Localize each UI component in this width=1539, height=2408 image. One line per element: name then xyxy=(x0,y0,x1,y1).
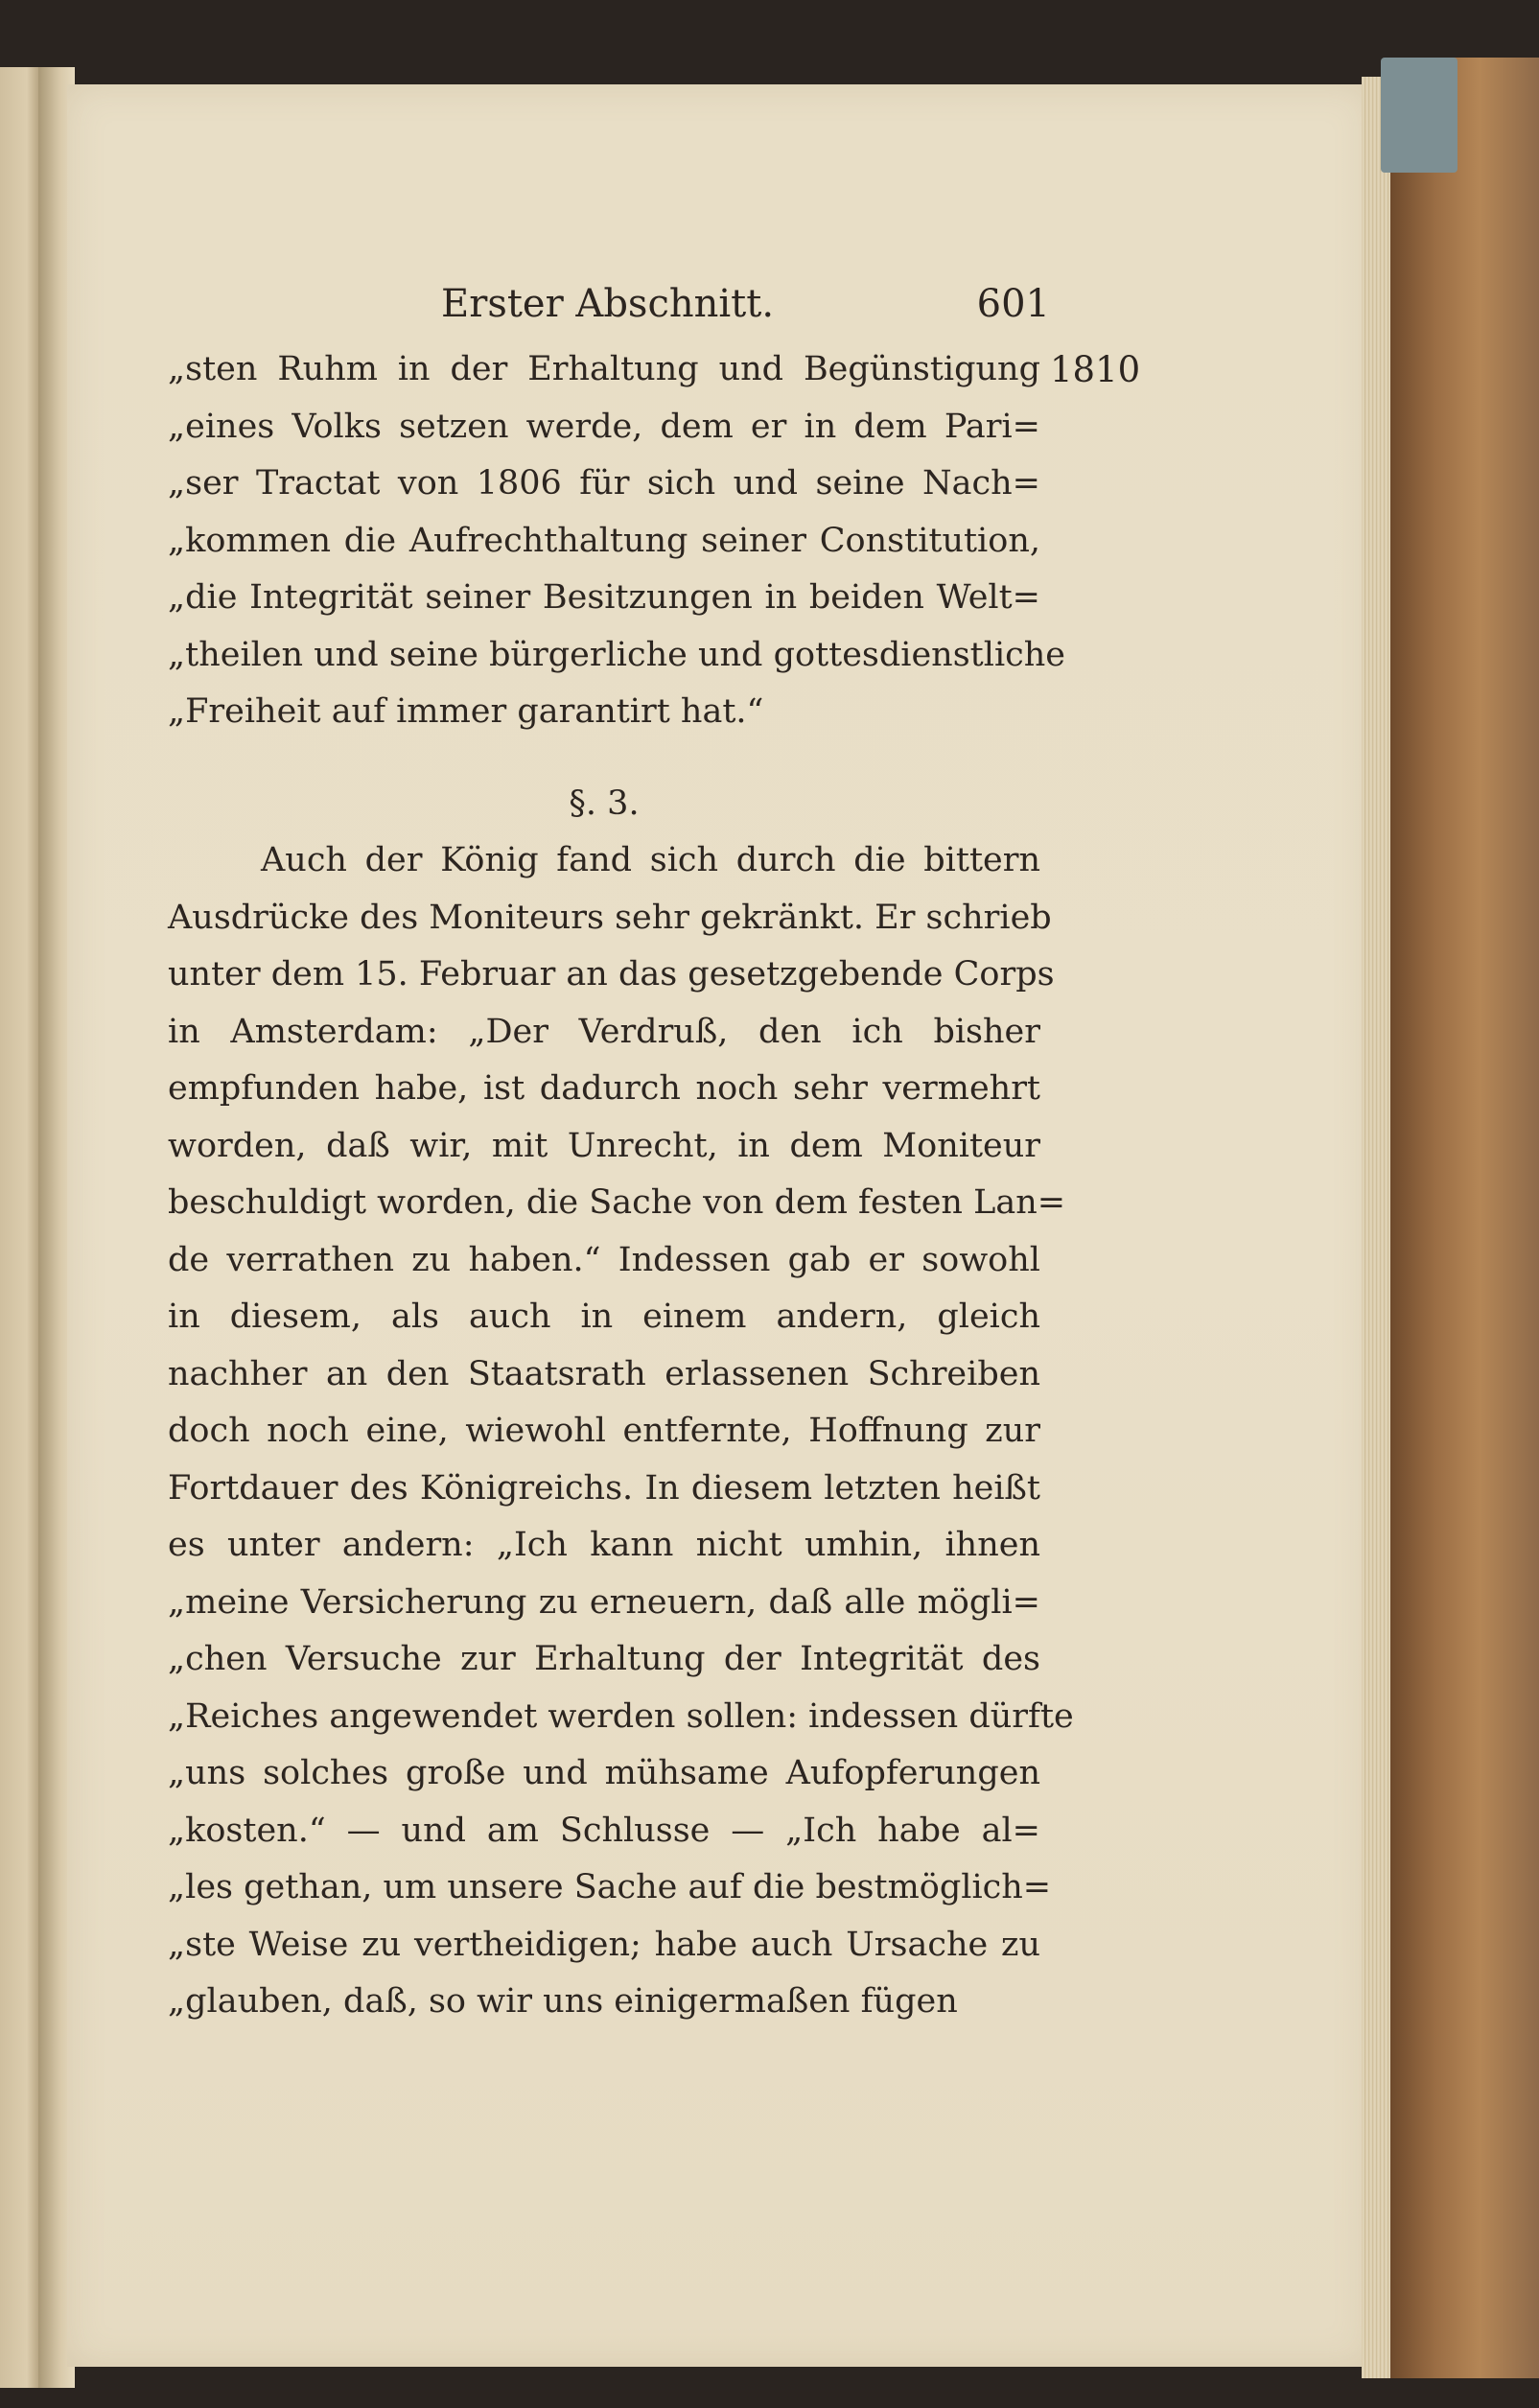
text-line: in diesem, als auch in einem andern, gleich xyxy=(168,1298,1040,1336)
running-header xyxy=(168,267,1050,341)
text-line: doch noch eine, wiewohl entfernte, Hoffnung zur xyxy=(168,1412,1040,1450)
text-line: beschuldigt worden, die Sache von dem festen Lan= xyxy=(168,1183,1066,1222)
text-line: „chen Versuche zur Erhaltung der Integrität des xyxy=(168,1640,1040,1678)
text-line: Ausdrücke des Moniteurs sehr gekränkt. Er schrieb xyxy=(168,898,1052,937)
text-line: nachher an den Staatsrath erlassenen Schreiben xyxy=(168,1354,1040,1393)
text-line: Auch der König fand sich durch die bittern xyxy=(261,841,1040,879)
section-heading: §. 3. xyxy=(569,783,640,823)
text-line: „Freiheit auf immer garantirt hat.“ xyxy=(168,692,764,731)
cover-corner xyxy=(1381,58,1457,173)
text-block xyxy=(168,267,1141,2031)
text-line: „kommen die Aufrechthaltung seiner Constitution, xyxy=(168,521,1040,560)
text-line: in Amsterdam: „Der Verdruß, den ich bisher xyxy=(168,1012,1040,1051)
header-title: Erster Abschnitt. xyxy=(441,282,775,326)
paragraph-1 xyxy=(168,341,1065,741)
text-line: „sten Ruhm in der Erhaltung und Begünstigung xyxy=(168,350,1040,388)
text-line: „ste Weise zu vertheidigen; habe auch Ursache zu xyxy=(168,1925,1040,1964)
text-line: „theilen und seine bürgerliche und gottesdienstliche xyxy=(168,635,1065,674)
marginal-year: 1810 xyxy=(1050,349,1141,390)
text-line: „die Integrität seiner Besitzungen in beiden Welt= xyxy=(168,578,1040,617)
text-line: „kosten.“ — und am Schlusse — „Ich habe al= xyxy=(168,1811,1040,1850)
text-line: es unter andern: „Ich kann nicht umhin, ihnen xyxy=(168,1526,1040,1564)
text-line: unter dem 15. Februar an das gesetzgebende Corps xyxy=(168,955,1055,994)
paragraph-continuation xyxy=(168,341,1141,741)
text-line: Fortdauer des Königreichs. In diesem letzten heißt xyxy=(168,1468,1040,1508)
page-number: 601 xyxy=(976,282,1050,326)
text-line: empfunden habe, ist dadurch noch sehr vermehrt xyxy=(168,1069,1040,1108)
paragraph-2 xyxy=(168,832,1074,2031)
text-line: „Reiches angewendet werden sollen: indessen dürfte xyxy=(168,1696,1074,1736)
text-line: worden, daß wir, mit Unrecht, in dem Moniteur xyxy=(168,1126,1040,1165)
text-line: de verrathen zu haben.“ Indessen gab er sowohl xyxy=(168,1240,1040,1279)
text-line: „meine Versicherung zu erneuern, daß alle mögli= xyxy=(168,1582,1040,1622)
text-line: „ser Tractat von 1806 für sich und seine Nach= xyxy=(168,464,1040,503)
text-line: „les gethan, um unsere Sache auf die bestmöglich= xyxy=(168,1868,1052,1906)
text-line: „eines Volks setzen werde, dem er in dem Pari= xyxy=(168,407,1040,446)
book-cover xyxy=(1390,58,1539,2378)
left-page-edge xyxy=(0,67,38,2388)
text-line: „uns solches große und mühsame Aufopferungen xyxy=(168,1754,1040,1792)
text-line: „glauben, daß, so wir uns einigermaßen fügen xyxy=(168,1982,958,2021)
